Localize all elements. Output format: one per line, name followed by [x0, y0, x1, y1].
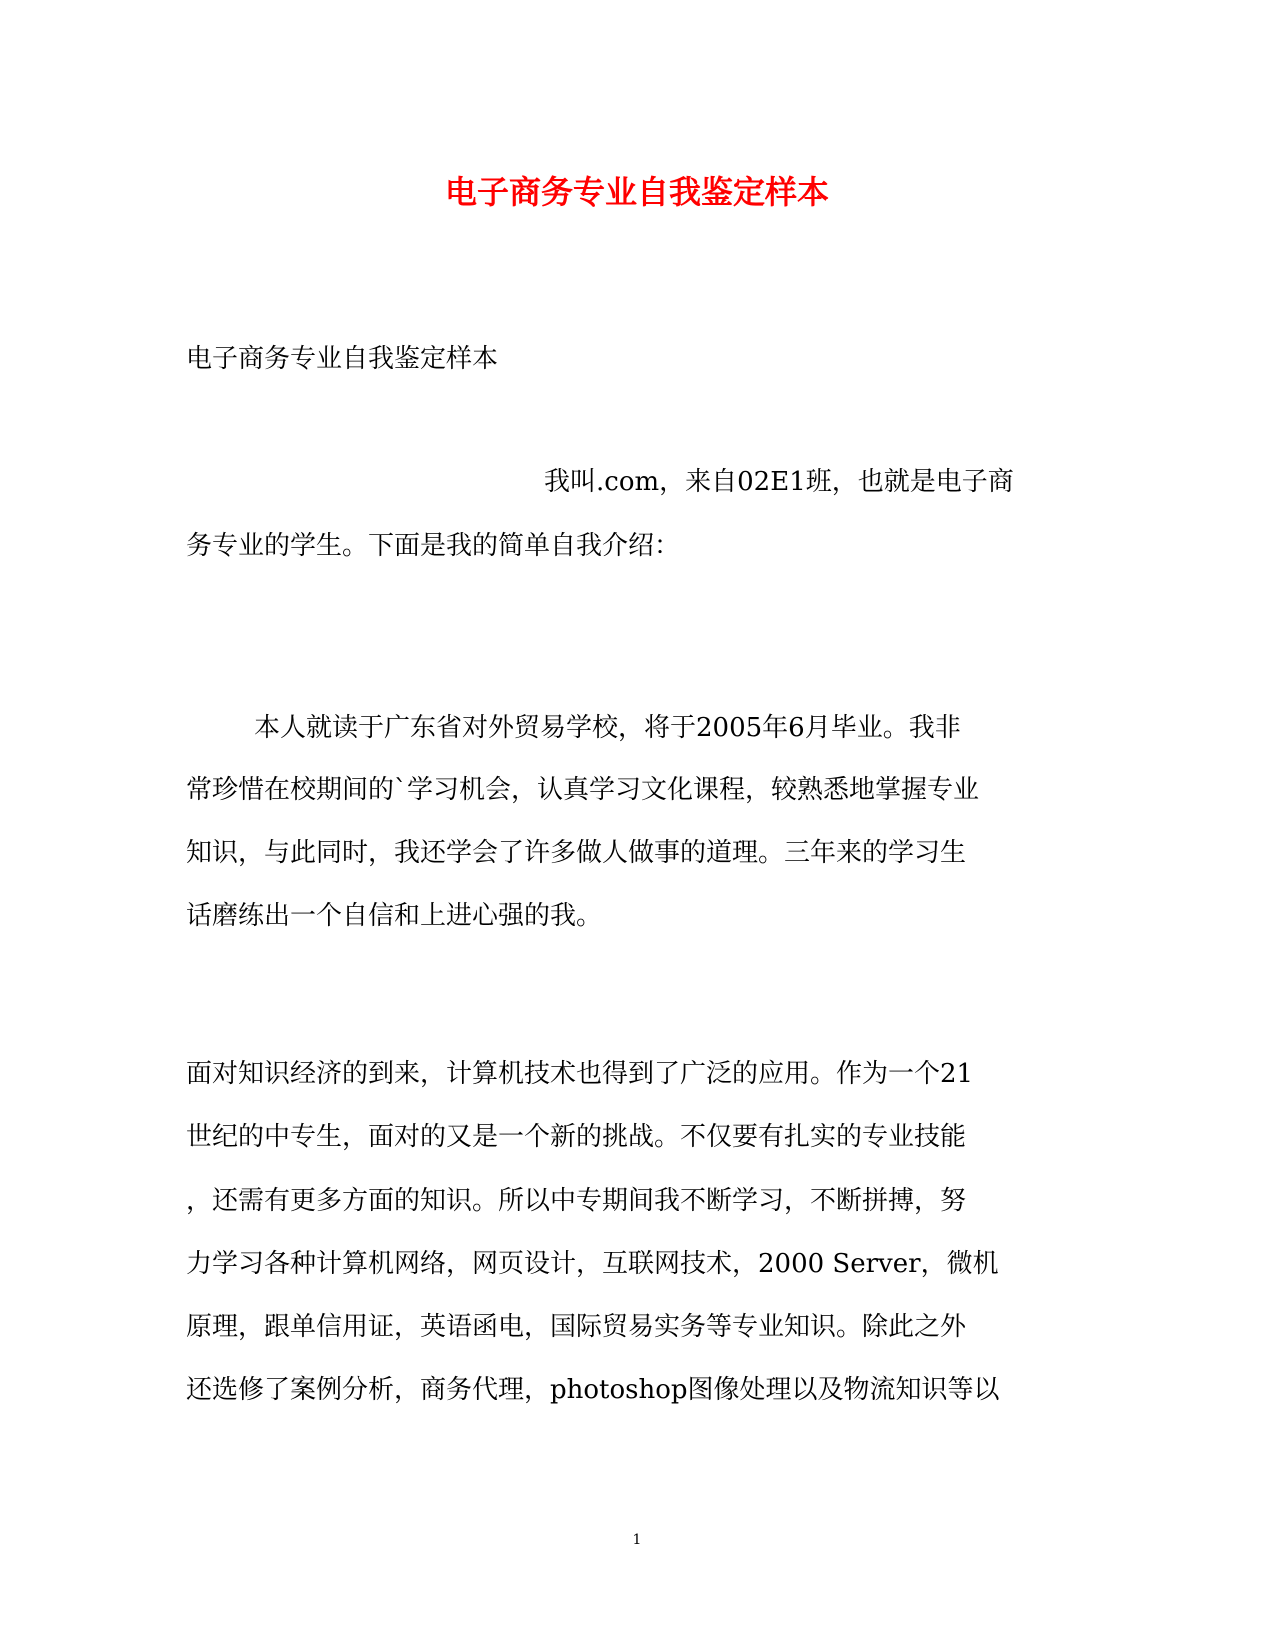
- paragraph-1-line-2: 务专业的学生。下面是我的简单自我介绍：: [186, 531, 681, 561]
- page-number: 1: [632, 1532, 642, 1548]
- paragraph-3-line-6: 还选修了案例分析，商务代理，photoshop图像处理以及物流知识等以: [186, 1375, 1000, 1405]
- paragraph-2-line-3: 知识，与此同时，我还学会了许多做人做事的道理。三年来的学习生: [186, 838, 967, 868]
- paragraph-3-line-1: 面对知识经济的到来，计算机技术也得到了广泛的应用。作为一个21: [186, 1059, 974, 1089]
- paragraph-3-line-2: 世纪的中专生，面对的又是一个新的挑战。不仅要有扎实的专业技能: [186, 1122, 967, 1152]
- document-subtitle: 电子商务专业自我鉴定样本: [186, 344, 499, 374]
- paragraph-2-line-1: 本人就读于广东省对外贸易学校，将于2005年6月毕业。我非: [254, 713, 961, 743]
- paragraph-3-line-4: 力学习各种计算机网络，网页设计，互联网技术，2000 Server，微机: [186, 1249, 999, 1279]
- paragraph-3-line-3: ，还需有更多方面的知识。所以中专期间我不断学习，不断拼搏，努: [186, 1186, 967, 1216]
- paragraph-2-line-2: 常珍惜在校期间的`学习机会，认真学习文化课程，较熟悉地掌握专业: [186, 775, 980, 805]
- paragraph-2-line-4: 话磨练出一个自信和上进心强的我。: [186, 901, 603, 931]
- document-title: 电子商务专业自我鉴定样本: [444, 173, 829, 211]
- paragraph-1-line-1: 我叫.com，来自02E1班，也就是电子商: [544, 467, 1014, 497]
- paragraph-3-line-5: 原理，跟单信用证，英语函电，国际贸易实务等专业知识。除此之外: [186, 1312, 967, 1342]
